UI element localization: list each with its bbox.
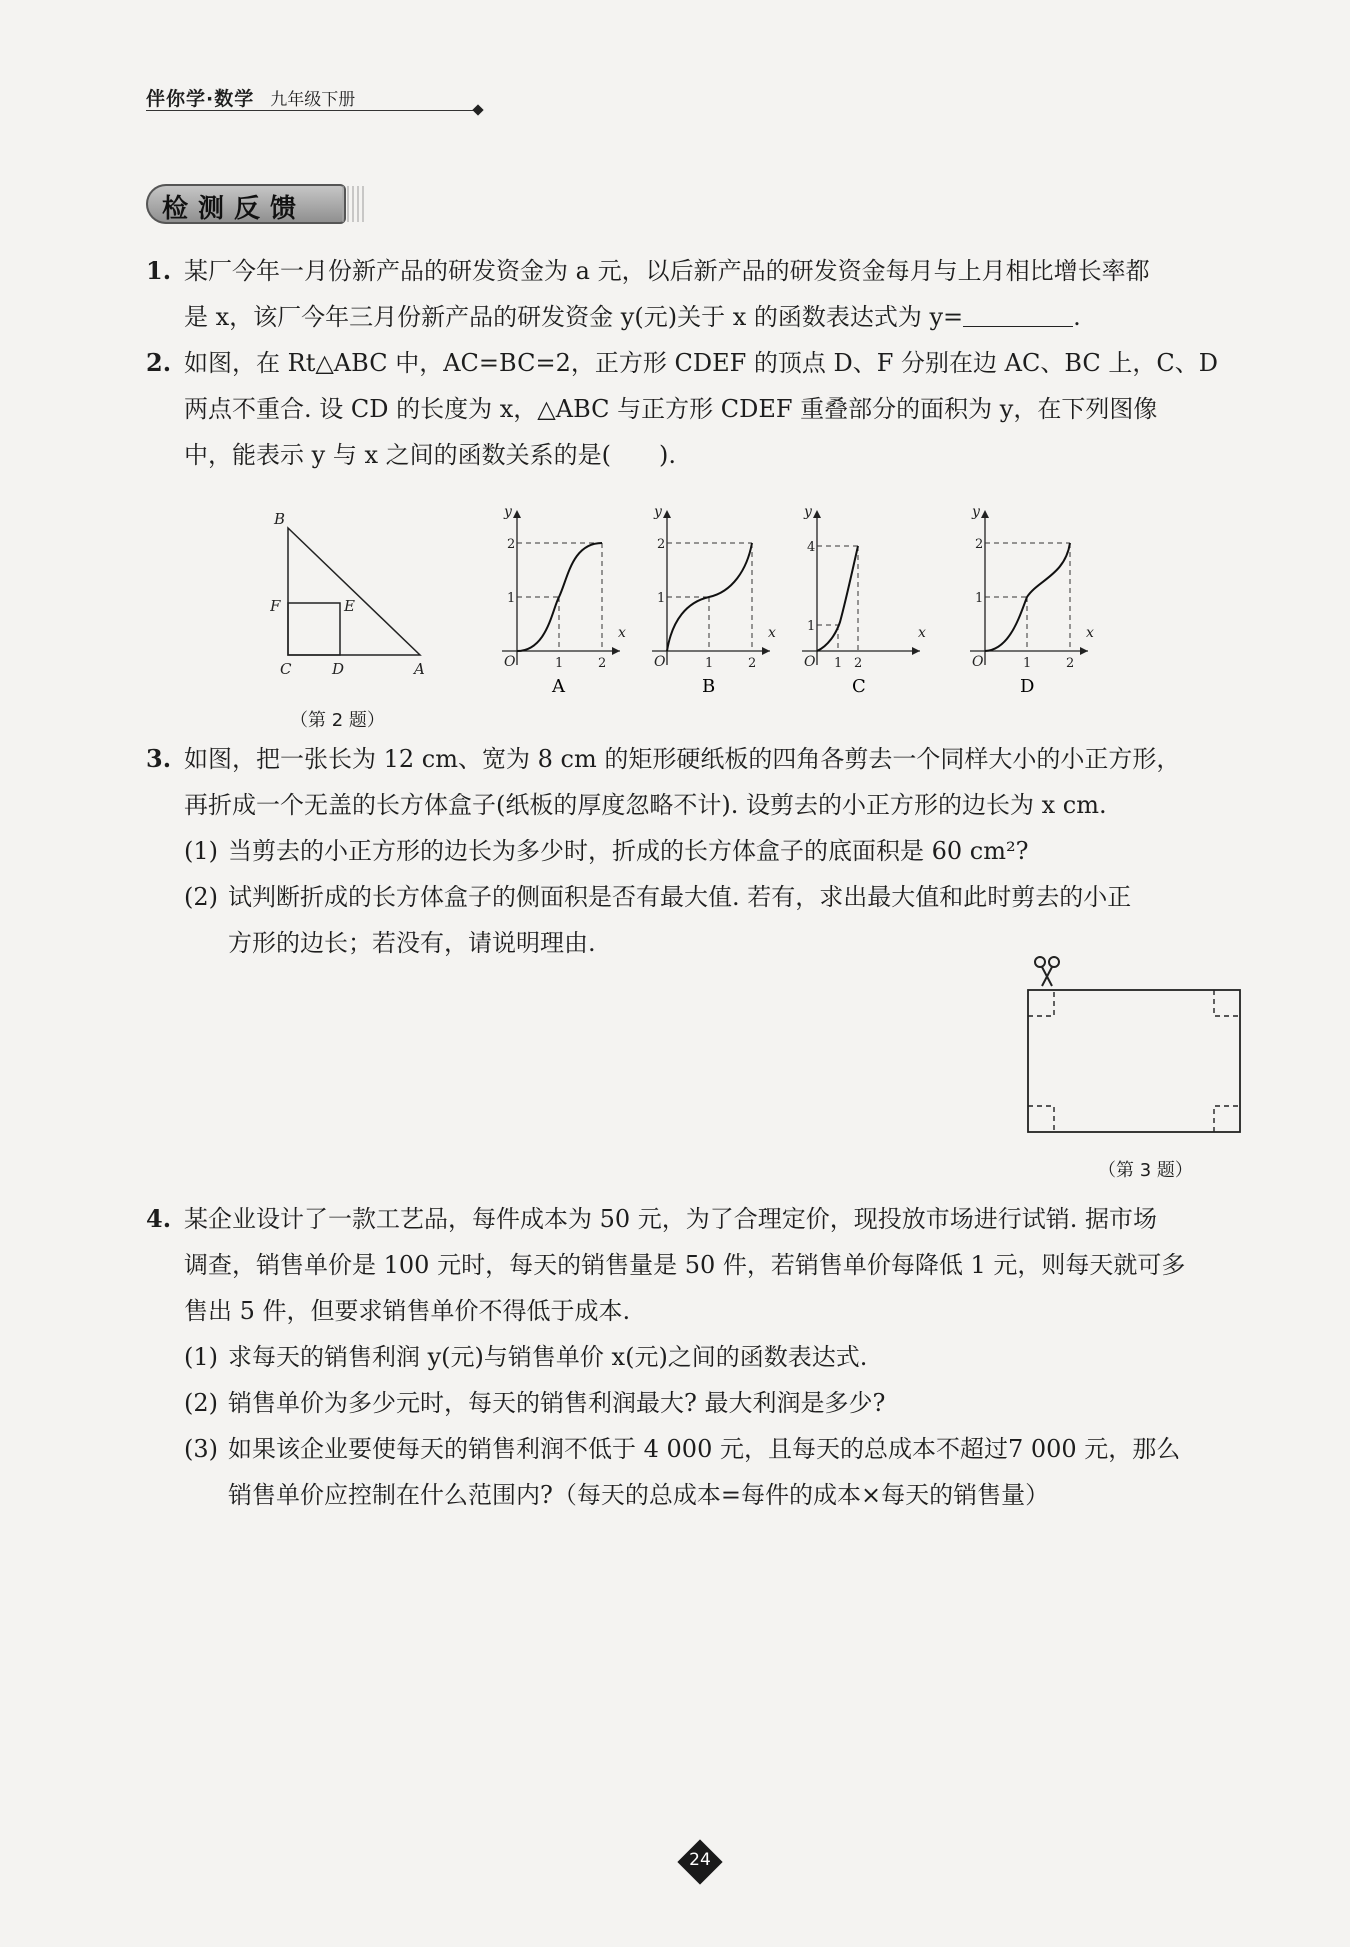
question-3	[146, 736, 1276, 966]
graph-option-d	[970, 504, 1094, 697]
label-c: C	[280, 660, 292, 678]
axis-y: y	[804, 504, 812, 520]
label-a: A	[414, 660, 425, 678]
page-number-badge	[680, 1842, 720, 1882]
question-3-figure	[1020, 950, 1250, 1140]
tick-x-2: 2	[598, 656, 607, 671]
section-badge	[146, 180, 364, 228]
question-number: 4.	[146, 1204, 172, 1233]
axis-y: y	[972, 504, 980, 520]
tick-y-2: 2	[507, 537, 516, 552]
question-4-sub-3-cont	[184, 1472, 1276, 1518]
question-4-sub-1	[184, 1334, 1276, 1380]
tick-y-2: 2	[657, 537, 666, 552]
axis-x: x	[1086, 625, 1094, 641]
question-4	[146, 1196, 1276, 1518]
axis-x: x	[618, 625, 626, 641]
origin: O	[504, 654, 516, 670]
page-header	[146, 84, 486, 114]
question-3-sub-1	[184, 828, 1276, 874]
tick-y-1: 1	[657, 591, 666, 606]
question-number: 1.	[146, 256, 172, 285]
tick-x-2: 2	[1066, 656, 1075, 671]
tick-x-1: 1	[555, 656, 564, 671]
question-3-line-2: 再折成一个无盖的长方体盒子(纸板的厚度忽略不计). 设剪去的小正方形的边长为 x cm.	[184, 791, 1107, 819]
answer-blank[interactable]	[963, 298, 1073, 327]
header-rule	[146, 110, 476, 111]
tick-y-1: 1	[807, 619, 816, 634]
header-diamond-icon	[472, 104, 483, 115]
badge-stripes	[342, 186, 364, 222]
sub-text-cont: 销售单价应控制在什么范围内?（每天的总成本=每件的成本×每天的销售量）	[228, 1481, 1050, 1509]
square-cdef	[288, 603, 340, 655]
sub-text: 如果该企业要使每天的销售利润不低于 4 000 元，且每天的总成本不超过7 000 元，那么	[228, 1435, 1181, 1463]
sub-text: 试判断折成的长方体盒子的侧面积是否有最大值. 若有，求出最大值和此时剪去的小正	[228, 883, 1132, 911]
question-number: 3.	[146, 744, 172, 773]
sub-text: 当剪去的小正方形的边长为多少时，折成的长方体盒子的底面积是 60 cm²?	[228, 837, 1029, 865]
triangle-abc	[288, 528, 420, 655]
question-number: 2.	[146, 348, 172, 377]
question-3-sub-2	[184, 874, 1276, 920]
book-brand: 伴你学·数学	[146, 88, 255, 110]
tick-x-1: 1	[834, 656, 843, 671]
graph-option-a	[502, 504, 626, 697]
question-4-line-3: 售出 5 件，但要求销售单价不得低于成本.	[184, 1297, 631, 1325]
sub-label: (2)	[184, 883, 218, 911]
question-2-figure	[270, 500, 1190, 710]
book-grade: 九年级下册	[270, 90, 356, 110]
origin: O	[972, 654, 984, 670]
question-2-line-1: 如图，在 Rt△ABC 中，AC=BC=2，正方形 CDEF 的顶点 D、F 分别在边 AC、BC 上，C、D	[184, 349, 1219, 377]
page-number: 24	[689, 1850, 711, 1870]
sub-label: (3)	[184, 1435, 218, 1463]
figure-2-caption: （第 2 题）	[290, 710, 385, 731]
cardboard-rectangle	[1028, 990, 1240, 1132]
question-3-line-1: 如图，把一张长为 12 cm、宽为 8 cm 的矩形硬纸板的四角各剪去一个同样大小的小正方形，	[184, 745, 1181, 773]
origin: O	[804, 654, 816, 670]
graph-option-c	[802, 504, 926, 697]
tick-x-1: 1	[1023, 656, 1032, 671]
option-label: B	[702, 676, 716, 697]
tick-x-1: 1	[705, 656, 714, 671]
sub-text-cont: 方形的边长；若没有，请说明理由.	[228, 929, 596, 957]
corner-cut-top-right	[1214, 990, 1240, 1016]
figure-3-caption: （第 3 题）	[1098, 1160, 1193, 1181]
label-e: E	[344, 597, 355, 615]
sub-label: (1)	[184, 837, 218, 865]
question-1-line-2	[184, 294, 1276, 340]
option-label: C	[852, 676, 866, 697]
axis-x: x	[918, 625, 926, 641]
section-title: 检测反馈	[162, 194, 307, 224]
sub-label: (2)	[184, 1389, 218, 1417]
corner-cut-top-left	[1028, 990, 1054, 1016]
label-b: B	[274, 510, 286, 528]
axis-x: x	[768, 625, 776, 641]
question-1-line-1: 某厂今年一月份新产品的研发资金为 a 元，以后新产品的研发资金每月与上月相比增长率都	[184, 257, 1150, 285]
tick-y-2: 2	[975, 537, 984, 552]
question-4-sub-3	[184, 1426, 1276, 1472]
corner-cut-bottom-right	[1214, 1106, 1240, 1132]
tick-y-1: 1	[975, 591, 984, 606]
question-2-line-2: 两点不重合. 设 CD 的长度为 x，△ABC 与正方形 CDEF 重叠部分的面积为 y，在下列图像	[184, 395, 1158, 423]
tick-x-2: 2	[748, 656, 757, 671]
label-d: D	[332, 660, 345, 678]
question-1-line-2-text: 是 x，该厂今年三月份新产品的研发资金 y(元)关于 x 的函数表达式为 y=	[184, 303, 964, 331]
option-label: A	[552, 676, 565, 697]
question-2-line-3: 中，能表示 y 与 x 之间的函数关系的是( ).	[184, 441, 676, 469]
question-1	[146, 248, 1276, 340]
axis-y: y	[654, 504, 662, 520]
sub-label: (1)	[184, 1343, 218, 1371]
option-label: D	[1020, 676, 1035, 697]
scissors-icon	[1035, 957, 1059, 986]
question-4-line-2: 调查，销售单价是 100 元时，每天的销售量是 50 件，若销售单价每降低 1 元，则每天就可多	[184, 1251, 1186, 1279]
question-4-sub-2	[184, 1380, 1276, 1426]
corner-cut-bottom-left	[1028, 1106, 1054, 1132]
sub-text: 求每天的销售利润 y(元)与销售单价 x(元)之间的函数表达式.	[228, 1343, 868, 1371]
axis-y: y	[504, 504, 512, 520]
tick-y-4: 4	[807, 540, 816, 555]
question-4-line-1: 某企业设计了一款工艺品，每件成本为 50 元，为了合理定价，现投放市场进行试销. 据市场	[184, 1205, 1158, 1233]
question-1-line-2-end: .	[1073, 303, 1081, 331]
origin: O	[654, 654, 666, 670]
tick-y-1: 1	[507, 591, 516, 606]
question-2	[146, 340, 1276, 478]
label-f: F	[270, 597, 281, 615]
sub-text: 销售单价为多少元时，每天的销售利润最大? 最大利润是多少?	[228, 1389, 886, 1417]
tick-x-2: 2	[854, 656, 863, 671]
graph-option-b	[652, 504, 776, 697]
